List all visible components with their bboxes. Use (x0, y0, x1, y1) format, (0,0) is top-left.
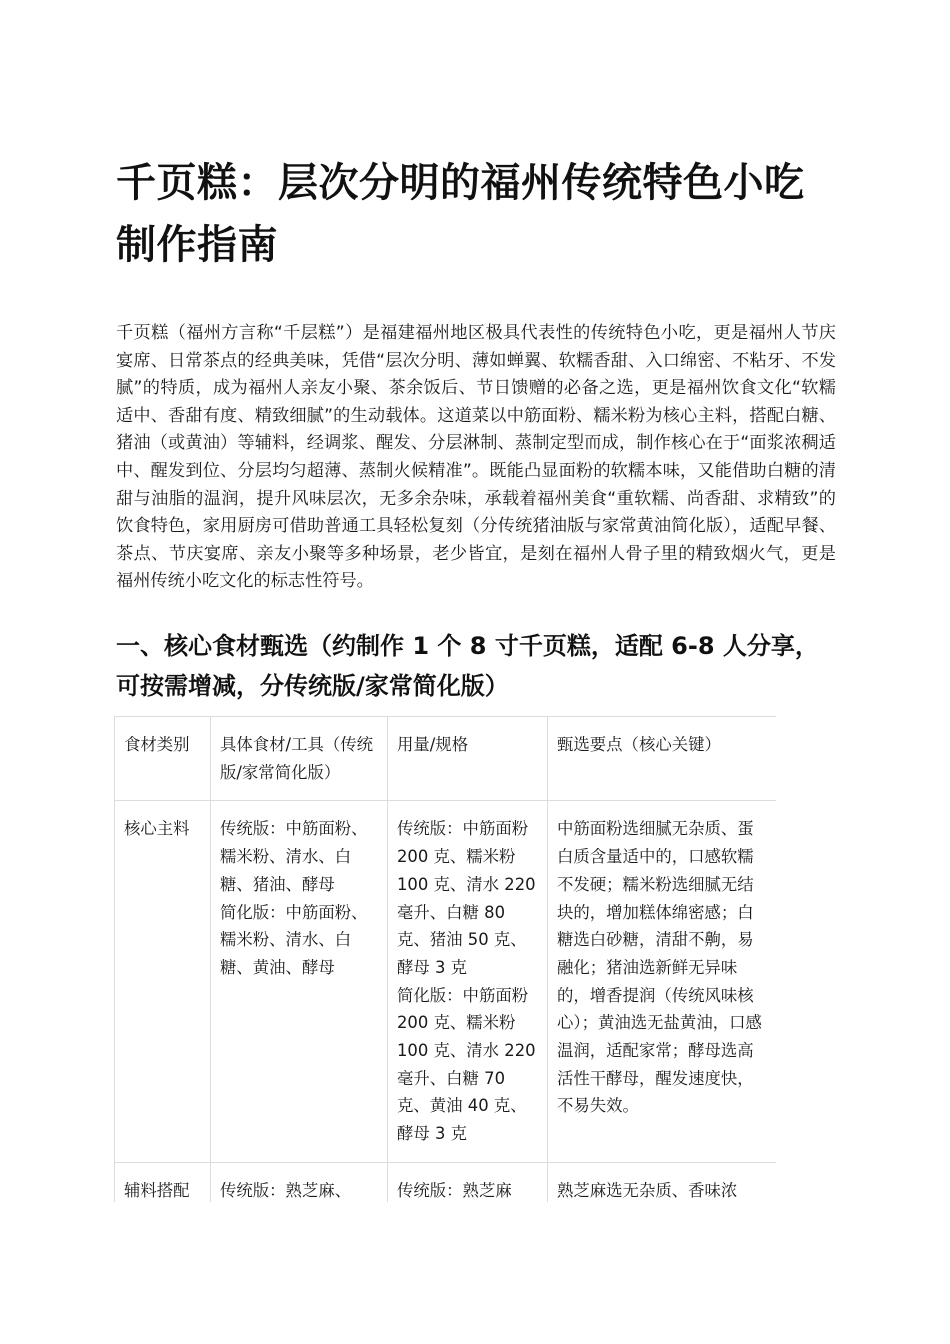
amount-simplified: 简化版：中筋面粉 200 克、糯米粉 100 克、清水 220 毫升、白糖 70 克、黄油 40 克、酵母 3 克 (397, 985, 536, 1144)
section-heading-ingredients: 一、核心食材甄选（约制作 1 个 8 寸千页糕，适配 6-8 人分享，可按需增减，分传统版/家常简化版） (116, 632, 819, 700)
table-row (115, 1162, 777, 1202)
cell-amount (388, 801, 548, 1162)
header-ingredients: 具体食材/工具（传统版/家常简化版） (211, 717, 388, 801)
cell-amount (388, 1162, 548, 1202)
header-tips: 甄选要点（核心关键） (548, 717, 777, 801)
ingredients-table-container (114, 716, 776, 1202)
table-row (115, 801, 777, 1162)
header-amount: 用量/规格 (388, 717, 548, 801)
ingredients-table (114, 716, 776, 1202)
intro-paragraph: 千页糕（福州方言称“千层糕”）是福建福州地区极具代表性的传统特色小吃，更是福州人节庆宴席、日常茶点的经典美味，凭借“层次分明、薄如蝉翼、软糯香甜、入口绵密、不粘牙、不发腻”的特质，成为福州人亲友小聚、茶余饭后、节日馈赠的必备之选，更是福州饮食文化“软糯适中、香甜有度、精致细腻”的生动载体。这道菜以中筋面粉、糯米粉为核心主料，搭配白糖、猪油（或黄油）等辅料，经调浆、醒发、分层淋制、蒸制定型而成，制作核心在于“面浆浓稠适中、醒发到位、分层均匀超薄、蒸制火候精准”。既能凸显面粉的软糯本味，又能借助白糖的清甜与油脂的温润，提升风味层次，无多余杂味，承载着福州美食“重软糯、尚香甜、求精致”的饮食特色，家用厨房可借助普通工具轻松复刻（分传统猪油版与家常黄油简化版），适配早餐、茶点、节庆宴席、亲友小聚等多种场景，老少皆宜，是刻在福州人骨子里的精致烟火气，更是福州传统小吃文化的标志性符号。 (116, 323, 836, 592)
cell-ingredients (211, 801, 388, 1162)
ingredients-traditional: 传统版：中筋面粉、糯米粉、清水、白糖、猪油、酵母 (220, 819, 368, 894)
header-category: 食材类别 (115, 717, 211, 801)
cell-ingredients (211, 1162, 388, 1202)
ingredients-simplified: 简化版：中筋面粉、糯米粉、清水、白糖、黄油、酵母 (220, 902, 368, 977)
amount-traditional: 传统版：中筋面粉 200 克、糯米粉 100 克、清水 220 毫升、白糖 80 克、猪油 50 克、酵母 3 克 (397, 819, 536, 977)
cell-tips: 熟芝麻选无杂质、香味浓 (548, 1162, 777, 1202)
cell-tips: 中筋面粉选细腻无杂质、蛋白质含量适中的，口感软糯不发硬；糯米粉选细腻无结块的，增加糕体绵密感；白糖选白砂糖，清甜不齁，易融化；猪油选新鲜无异味的，增香提润（传统风味核心）；黄油选无盐黄油，口感温润，适配家常；酵母选高活性干酵母，醒发速度快，不易失效。 (548, 801, 777, 1162)
cell-category: 辅料搭配 (115, 1162, 211, 1202)
amount-traditional: 传统版：熟芝麻 (397, 1180, 512, 1200)
ingredients-traditional: 传统版：熟芝麻、 (220, 1180, 352, 1200)
page-title: 千页糕：层次分明的福州传统特色小吃制作指南 (116, 160, 805, 268)
cell-category: 核心主料 (115, 801, 211, 1162)
table-header-row (115, 717, 777, 801)
